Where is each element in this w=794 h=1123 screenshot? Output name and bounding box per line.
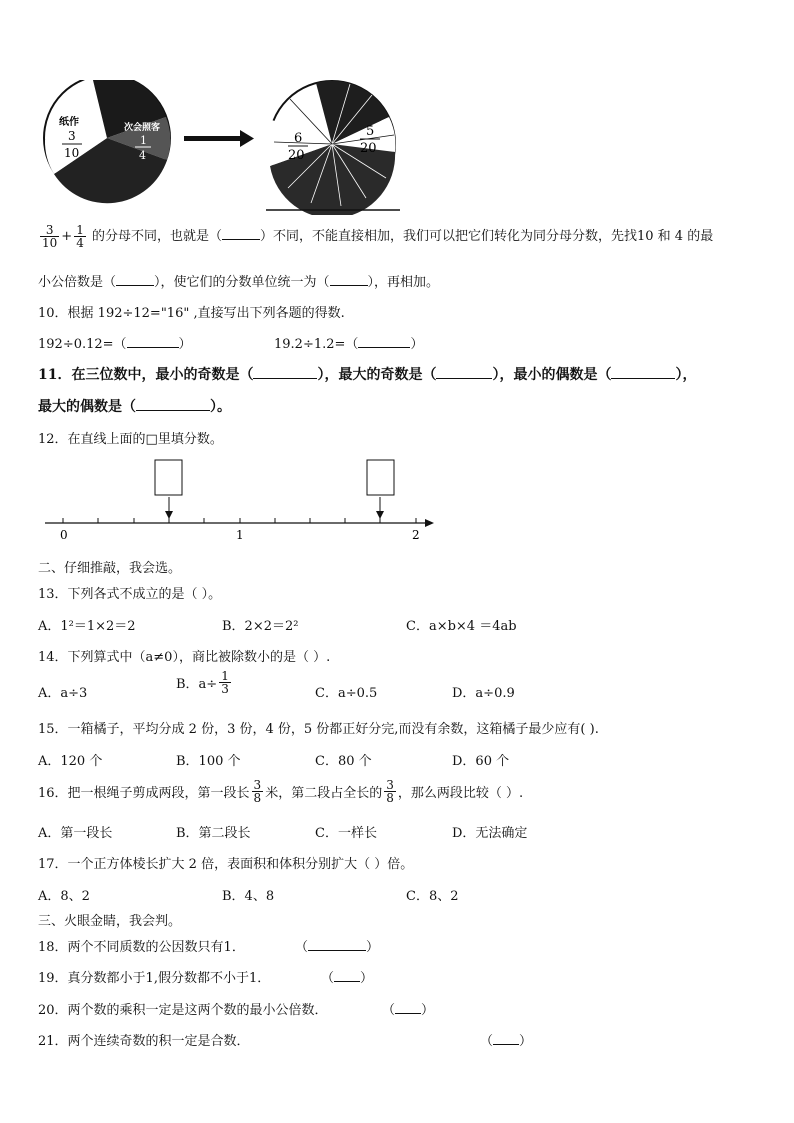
- q9-text-a: 的分母不同，也就是（: [91, 229, 222, 244]
- q17-option-b[interactable]: B．4、8: [222, 889, 275, 904]
- q13-option-c[interactable]: C．a×b×4 ＝4ab: [406, 619, 517, 634]
- q10-item-a: 192÷0.12=（ ）: [38, 337, 192, 352]
- q15-stem: 15．一箱橘子，平均分成 2 份，3 份，4 份，5 份都正好分完,而没有余数，这箱橘子最少应有( ).: [38, 722, 599, 737]
- q16-option-c[interactable]: C．一样长: [315, 826, 377, 841]
- arrow-down-icon: [376, 511, 384, 519]
- q21-item: 21．两个连续奇数的积一定是合数．: [38, 1034, 250, 1049]
- q9-text-b: ）不同，不能直接相加，我们可以把它们转化为同分母分数，先找10 和 4 的最: [259, 229, 714, 244]
- q15-option-d[interactable]: D．60 个: [452, 754, 510, 769]
- q10-stem: 10．根据 192÷12="16" ,直接写出下列各题的得数.: [38, 306, 345, 321]
- q21-answer[interactable]: （ ）: [480, 1034, 533, 1049]
- right-pie: [266, 81, 400, 215]
- q19-answer[interactable]: （ ）: [321, 971, 374, 986]
- q15-option-a[interactable]: A．120 个: [38, 754, 103, 769]
- q19-item: 19．真分数都小于1,假分数都不小于1．: [38, 971, 271, 986]
- right-pie-frac-a-den: 20: [288, 148, 305, 163]
- q10-blank-a[interactable]: [127, 347, 179, 348]
- answer-box-2[interactable]: [367, 460, 394, 495]
- left-pie-frac-a-den: 10: [64, 146, 80, 160]
- q10-blank-b[interactable]: [358, 347, 410, 348]
- q11-blank-3[interactable]: [611, 378, 675, 379]
- q14-option-b-fraction: $\frac{1}{3}$: [221, 669, 229, 696]
- q20-answer[interactable]: （ ）: [382, 1003, 435, 1018]
- q20-item: 20．两个数的乘积一定是这两个数的最小公倍数．: [38, 1003, 328, 1018]
- q15-option-b[interactable]: B．100 个: [176, 754, 241, 769]
- q9-blank-2[interactable]: [116, 285, 154, 286]
- left-pie-frac-b-num: 1: [140, 134, 147, 147]
- left-pie: [44, 80, 170, 203]
- left-pie-label-b: 次会照客: [124, 123, 161, 133]
- section-3-heading: 三、火眼金睛，我会判。: [38, 914, 182, 929]
- right-pie-frac-b-num: 5: [366, 124, 375, 139]
- q16-option-a[interactable]: A．第一段长: [38, 826, 113, 841]
- q9-fraction-2: $\frac{1}{4}$: [76, 223, 84, 250]
- right-pie-frac-b-den: 20: [360, 141, 377, 156]
- q13-option-a[interactable]: A．1²＝1×2＝2: [38, 619, 136, 634]
- section-2-heading: 二、仔细推敲，我会选。: [38, 561, 182, 576]
- q14-stem: 14．下列算式中（a≠0），商比被除数小的是（ ）.: [38, 650, 331, 665]
- q14-option-b[interactable]: B．a÷ $\frac{1}{3}$: [176, 669, 229, 696]
- q13-stem: 13．下列各式不成立的是（ ）。: [38, 587, 222, 602]
- tick-label-1: 1: [236, 528, 244, 542]
- q14-option-c[interactable]: C．a÷0.5: [315, 686, 378, 701]
- q16-fraction-1: $\frac{3}{8}$: [253, 778, 262, 805]
- tick-label-0: 0: [60, 528, 68, 542]
- q15-option-c[interactable]: C．80 个: [315, 754, 372, 769]
- q9-fraction-1: $\frac{3}{10}$: [42, 223, 58, 250]
- q9-blank-3[interactable]: [330, 285, 368, 286]
- q17-option-c[interactable]: C．8、2: [406, 889, 459, 904]
- q9-line1: $\frac{3}{10}$ + $\frac{1}{4}$ 的分母不同，也就是（ ）不同，不能直接相加，我们可以把它们转化为同分母分数，先找10 和 4 的最: [42, 223, 714, 250]
- q16-option-d[interactable]: D．无法确定: [452, 826, 528, 841]
- q9-blank-1[interactable]: [222, 239, 260, 240]
- q9-line2: 小公倍数是（ ），使它们的分数单位统一为（ ），再相加。: [38, 275, 440, 290]
- q16-fraction-2: $\frac{3}{8}$: [386, 778, 394, 805]
- q12-stem: 12．在直线上面的□里填分数。: [38, 432, 223, 447]
- q14-option-d[interactable]: D．a÷0.9: [452, 686, 515, 701]
- q17-stem: 17．一个正方体棱长扩大 2 倍，表面积和体积分别扩大（ ）倍。: [38, 857, 414, 872]
- q16-stem: 16．把一根绳子剪成两段，第一段长 $\frac{3}{8}$ 米，第二段占全长的 $\frac{3}{8}$ ，那么两段比较（ ）.: [38, 778, 524, 805]
- q11-blank-2[interactable]: [436, 378, 492, 379]
- q11-line1: 11．在三位数中，最小的奇数是（ ），最大的奇数是（ ），最小的偶数是（ ），: [38, 367, 697, 383]
- arrow-icon: [184, 130, 254, 147]
- left-pie-frac-a-num: 3: [68, 129, 76, 143]
- left-pie-frac-b-den: 4: [139, 149, 146, 162]
- right-pie-frac-a-num: 6: [294, 131, 303, 146]
- arrow-down-icon: [165, 511, 173, 519]
- q14-option-a[interactable]: A．a÷3: [38, 686, 88, 701]
- q17-option-a[interactable]: A．8、2: [38, 889, 90, 904]
- left-pie-label-a: 纸作: [59, 117, 79, 128]
- q11-blank-4[interactable]: [136, 410, 210, 411]
- q10-item-b: 19.2÷1.2=（ ）: [274, 337, 424, 352]
- q16-option-b[interactable]: B．第二段长: [176, 826, 251, 841]
- q18-item: 18．两个不同质数的公因数只有1．: [38, 940, 245, 955]
- q11-line2: 最大的偶数是（ ）。: [38, 399, 231, 415]
- answer-box-1[interactable]: [155, 460, 182, 495]
- q11-blank-1[interactable]: [253, 378, 317, 379]
- number-line: [40, 455, 440, 545]
- tick-label-2: 2: [412, 528, 420, 542]
- pie-figure: [36, 80, 406, 215]
- q18-answer[interactable]: （ ）: [295, 940, 380, 955]
- q13-option-b[interactable]: B．2×2＝2²: [222, 619, 299, 634]
